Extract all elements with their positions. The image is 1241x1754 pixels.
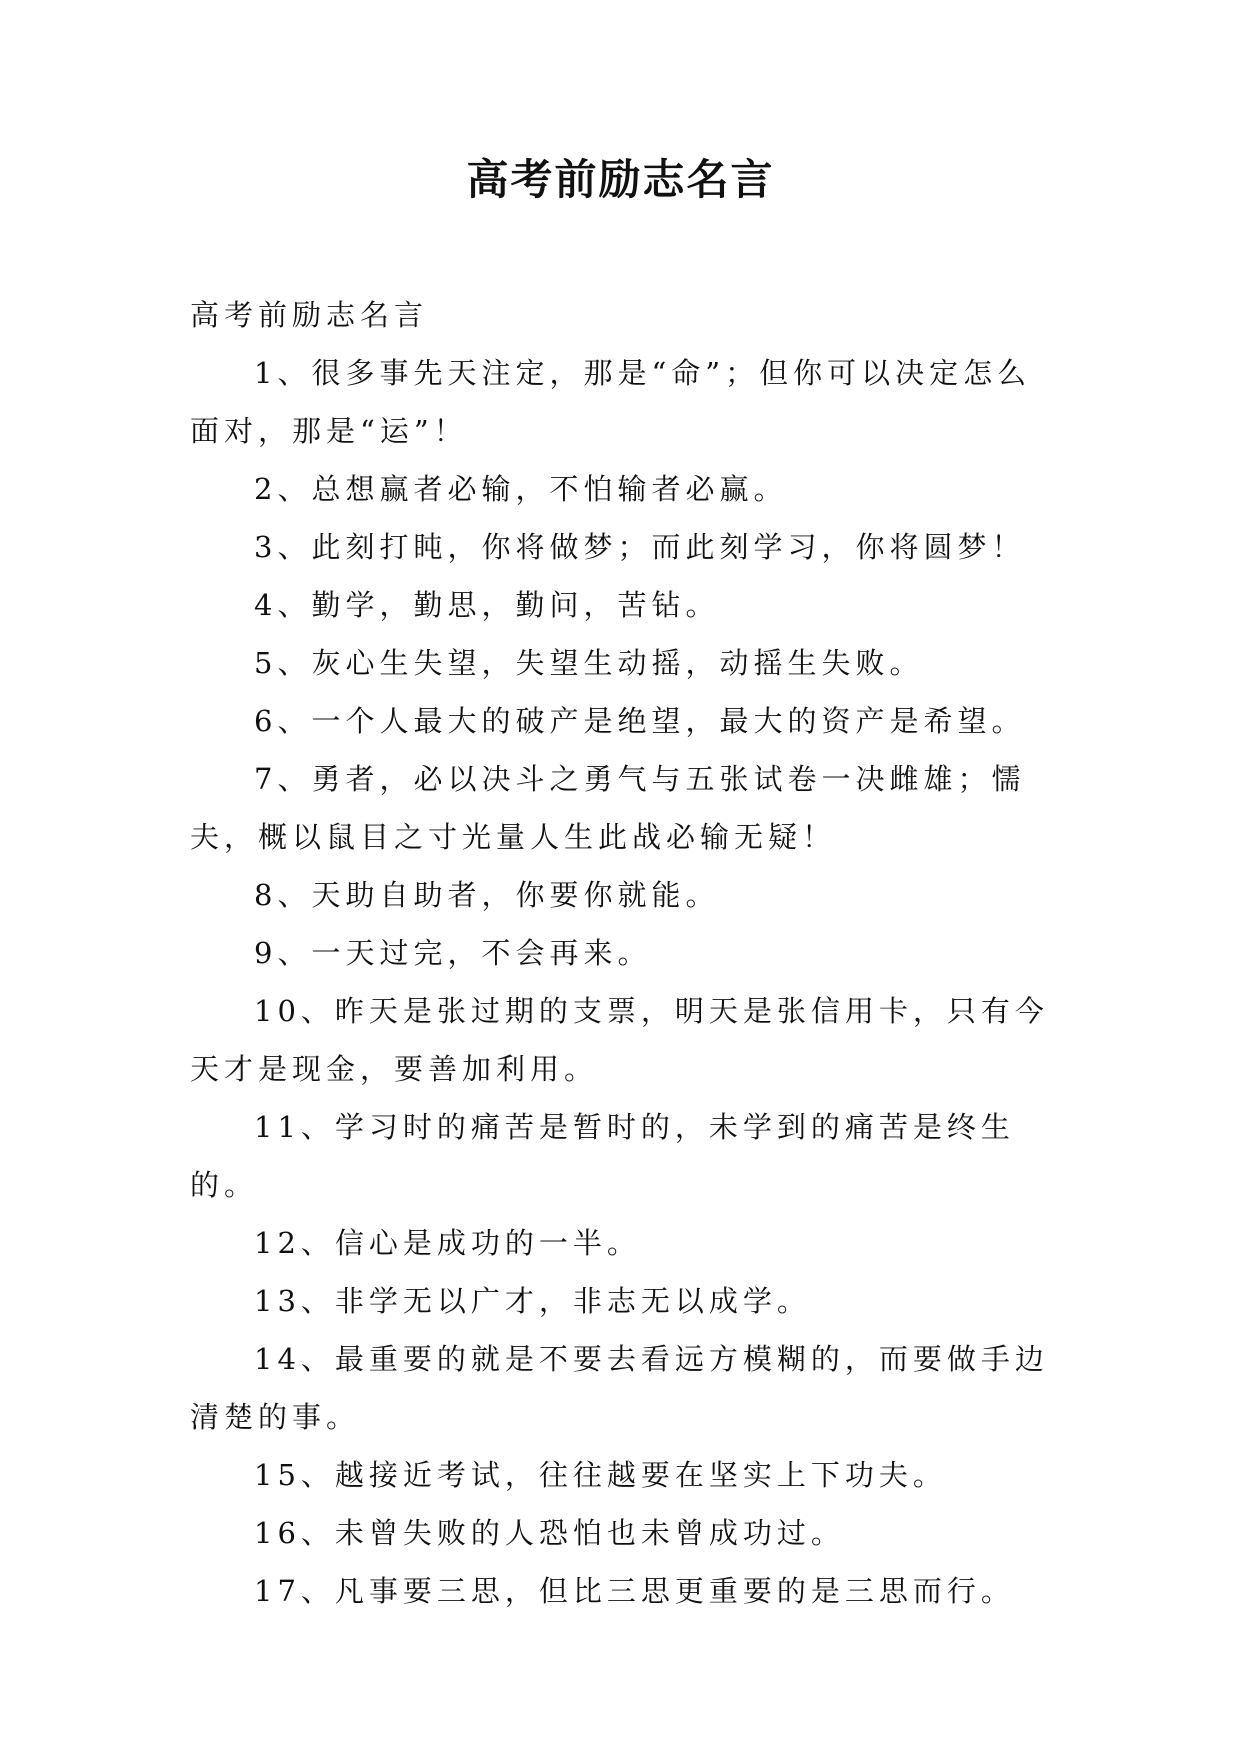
quote-item: 4、勤学，勤思，勤问，苦钻。: [254, 588, 720, 622]
quote-item: 7、勇者，必以决斗之勇气与五张试卷一决雌雄；懦夫，概以鼠目之寸光量人生此战必输无疑！: [190, 762, 1026, 854]
quote-item: 1、很多事先天注定，那是“命”；但你可以决定怎么面对，那是“运”！: [190, 356, 1032, 448]
quote-item: 13、非学无以广才，非志无以成学。: [254, 1284, 811, 1318]
quote-item: 11、学习时的痛苦是暂时的，未学到的痛苦是终生的。: [190, 1110, 1015, 1202]
quote-item: 5、灰心生失望，失望生动摇，动摇生失败。: [254, 646, 924, 680]
quote-item: 2、总想赢者必输，不怕输者必赢。: [254, 472, 788, 506]
quote-item: 8、天助自助者，你要你就能。: [254, 878, 720, 912]
quote-item: 16、未曾失败的人恐怕也未曾成功过。: [254, 1516, 845, 1550]
quote-item: 14、最重要的就是不要去看远方模糊的，而要做手边清楚的事。: [190, 1342, 1049, 1434]
quote-item: 12、信心是成功的一半。: [254, 1226, 641, 1260]
quote-item: 15、越接近考试，往往越要在坚实上下功夫。: [254, 1458, 947, 1492]
quote-item: 3、此刻打盹，你将做梦；而此刻学习，你将圆梦！: [254, 530, 1026, 564]
quote-item: 6、一个人最大的破产是绝望，最大的资产是希望。: [254, 704, 1026, 738]
document-subtitle: 高考前励志名言: [190, 298, 429, 332]
quote-item: 17、凡事要三思，但比三思更重要的是三思而行。: [254, 1574, 1015, 1608]
document-title: 高考前励志名言: [466, 155, 775, 204]
quote-item: 9、一天过完，不会再来。: [254, 936, 652, 970]
quote-item: 10、昨天是张过期的支票，明天是张信用卡，只有今天才是现金，要善加利用。: [190, 994, 1049, 1086]
document-body: [190, 286, 1060, 1620]
